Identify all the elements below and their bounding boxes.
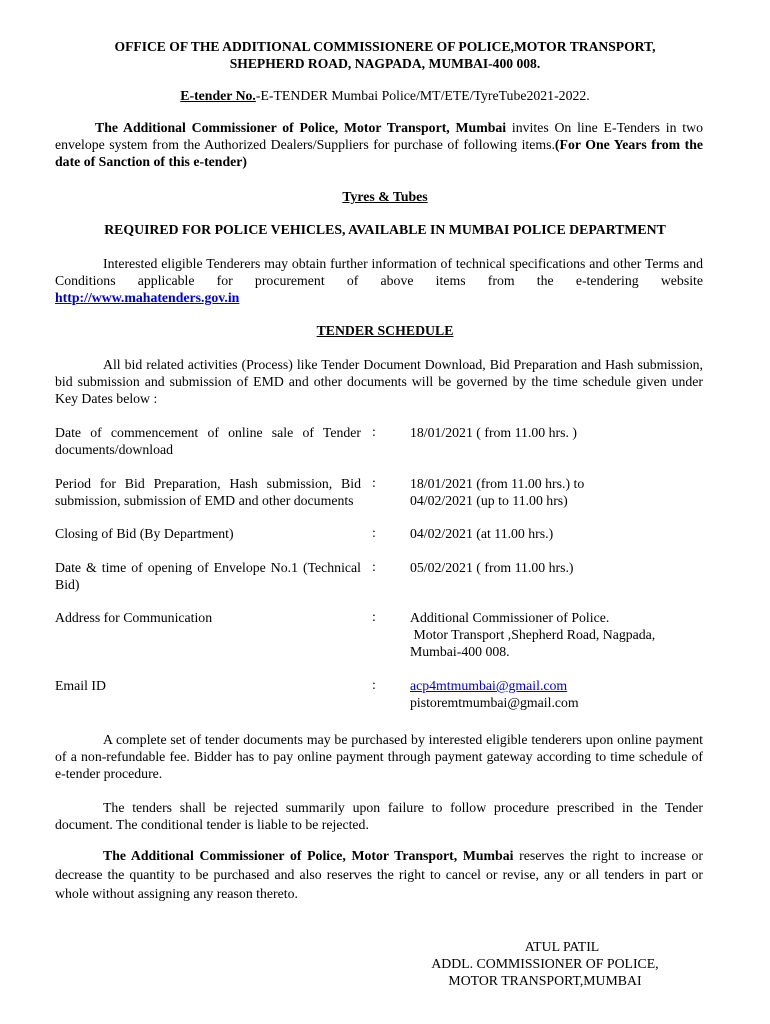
schedule-separator: :	[372, 559, 376, 574]
rejection-paragraph: The tenders shall be rejected summarily upon failure to follow procedure prescribed in the Tender document. The conditional tender is liable to be rejected.	[55, 800, 703, 832]
info-paragraph	[55, 255, 703, 306]
schedule-value-line: 18/01/2021 ( from 11.00 hrs. )	[410, 425, 577, 440]
required-title: REQUIRED FOR POLICE VEHICLES, AVAILABLE IN MUMBAI POLICE DEPARTMENT	[104, 222, 666, 237]
schedule-label-sale-start: Date of commencement of online sale of Tender documents/download	[55, 425, 361, 457]
schedule-value-bid-preparation	[410, 475, 710, 509]
schedule-label-opening: Date & time of opening of Envelope No.1 (Technical Bid)	[55, 560, 361, 592]
info-text: Interested eligible Tenderers may obtain further information of technical specifications and other Terms and Conditions applicable for procurement of above items from the e-tendering website	[55, 256, 703, 288]
schedule-value-address	[410, 609, 710, 660]
schedule-title: TENDER SCHEDULE	[316, 323, 454, 338]
reservation-paragraph	[55, 846, 703, 903]
schedule-separator: :	[372, 609, 376, 624]
subject-title: Tyres & Tubes	[342, 189, 428, 204]
tender-number	[40, 88, 730, 104]
schedule-value-line: 04/02/2021 (at 11.00 hrs.)	[410, 526, 554, 541]
email-link-acp4mt[interactable]: acp4mtmumbai@gmail.com	[410, 678, 568, 693]
office-header-line-1: OFFICE OF THE ADDITIONAL COMMISSIONERE OF POLICE,MOTOR TRANSPORT,	[114, 39, 656, 54]
intro-text: invites On line E-Tenders in two envelope system from the Authorized Dealers/Suppliers for purchase of following items.	[55, 120, 704, 152]
schedule-value-line: Motor Transport ,Shepherd Road, Nagpada,	[410, 627, 656, 642]
signature-block	[400, 938, 690, 989]
schedule-value-opening	[410, 559, 710, 576]
signatory-designation: ADDL. COMMISSIONER OF POLICE,	[431, 956, 659, 971]
schedule-value-line: 04/02/2021 (up to 11.00 hrs)	[410, 493, 568, 508]
office-header	[40, 38, 730, 72]
tender-number-value: -E-TENDER Mumbai Police/MT/ETE/TyreTube2021-2022.	[255, 88, 590, 103]
reservation-text: reserves the right to increase or decrease the quantity to be purchased and also reserves the right to cancel or revise, any or all tenders in part or whole without assigning any reason thereto.	[55, 848, 703, 901]
schedule-separator: :	[372, 475, 376, 490]
schedule-label-email: Email ID	[55, 678, 106, 693]
schedule-separator: :	[372, 424, 376, 439]
schedule-label-bid-preparation: Period for Bid Preparation, Hash submission, Bid submission, submission of EMD and other documents	[55, 476, 361, 508]
schedule-label-address: Address for Communication	[55, 610, 213, 625]
intro-validity: (For One Years from the date of Sanction of this e-tender)	[55, 137, 703, 169]
schedule-value-line: Mumbai-400 008.	[410, 644, 510, 659]
intro-authority: The Additional Commissioner of Police, Motor Transport, Mumbai	[95, 120, 507, 135]
schedule-separator: :	[372, 677, 376, 692]
schedule-value-sale-start	[410, 424, 710, 441]
signatory-office: MOTOR TRANSPORT,MUMBAI	[448, 973, 642, 988]
schedule-value-line: 05/02/2021 ( from 11.00 hrs.)	[410, 560, 574, 575]
schedule-value-closing	[410, 525, 710, 542]
email-pistoremt: pistoremtmumbai@gmail.com	[410, 695, 579, 710]
fee-paragraph: A complete set of tender documents may be purchased by interested eligible tenderers upon online payment of a non-refundable fee. Bidder has to pay online payment through payment gateway according to time schedule of e-tender procedure.	[55, 732, 703, 781]
schedule-label-closing: Closing of Bid (By Department)	[55, 526, 234, 541]
schedule-separator: :	[372, 525, 376, 540]
signatory-name: ATUL PATIL	[524, 939, 600, 954]
schedule-value-line: 18/01/2021 (from 11.00 hrs.) to	[410, 476, 585, 491]
tender-website-link[interactable]: http://www.mahatenders.gov.in	[55, 290, 240, 305]
tender-number-label: E-tender No.	[180, 88, 256, 103]
reservation-authority: The Additional Commissioner of Police, Motor Transport, Mumbai	[103, 848, 514, 863]
office-header-line-2: SHEPHERD ROAD, NAGPADA, MUMBAI-400 008.	[229, 56, 541, 71]
schedule-value-email	[410, 677, 710, 711]
intro-paragraph	[55, 119, 703, 170]
schedule-value-line: Additional Commissioner of Police.	[410, 610, 610, 625]
schedule-intro: All bid related activities (Process) like Tender Document Download, Bid Preparation and Hash submission, bid submission and submission of EMD and other documents will be governed by the time schedule given under Key Dates below :	[55, 357, 703, 406]
